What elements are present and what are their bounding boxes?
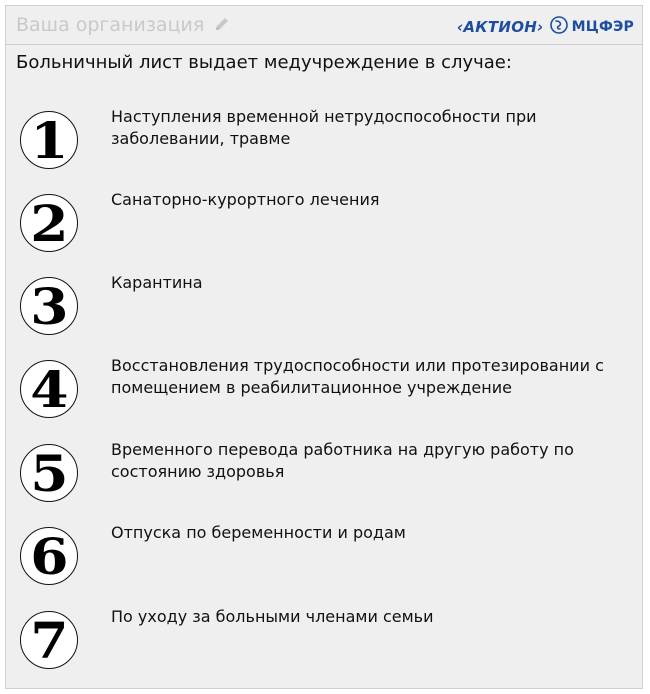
number-label: 5 (29, 444, 69, 503)
number-label: 2 (29, 194, 69, 253)
mcfer-logo-icon (550, 16, 568, 38)
number-label: 3 (29, 277, 69, 336)
organization-name: Ваша организация (16, 14, 205, 36)
card (5, 5, 643, 689)
header-divider (6, 44, 642, 45)
list-item-text: Временного перевода работника на другую работу по состоянию здоровья (111, 440, 574, 481)
organization-placeholder[interactable] (16, 14, 230, 37)
list-item-text: Отпуска по беременности и родам (111, 523, 406, 542)
list-item-text: Санаторно-курортного лечения (111, 190, 380, 209)
number-badge (20, 444, 78, 502)
number-badge (20, 194, 78, 252)
brand-logo (457, 17, 634, 37)
number-label: 4 (29, 360, 69, 419)
number-badge (20, 111, 78, 169)
number-badge (20, 527, 78, 585)
list-item-text: Восстановления трудоспособности или протезировании с помещением в реабилитационное учреждение (111, 356, 604, 397)
list-item-text: Наступления временной нетрудоспособности при заболевании, травме (111, 107, 537, 148)
number-badge (20, 611, 78, 669)
number-label: 7 (29, 611, 69, 670)
pencil-icon[interactable] (214, 15, 230, 37)
header-bar (6, 6, 642, 44)
page-title: Больничный лист выдает медучреждение в случае: (16, 52, 512, 73)
number-label: 6 (29, 527, 69, 586)
number-badge (20, 277, 78, 335)
list-item-text: Карантина (111, 273, 203, 292)
list-item-text: По уходу за больными членами семьи (111, 607, 434, 626)
number-badge (20, 360, 78, 418)
brand-mcfer: МЦФЭР (571, 19, 634, 35)
number-label: 1 (29, 111, 69, 170)
brand-aktion: ‹АКТИОН› (456, 18, 544, 36)
